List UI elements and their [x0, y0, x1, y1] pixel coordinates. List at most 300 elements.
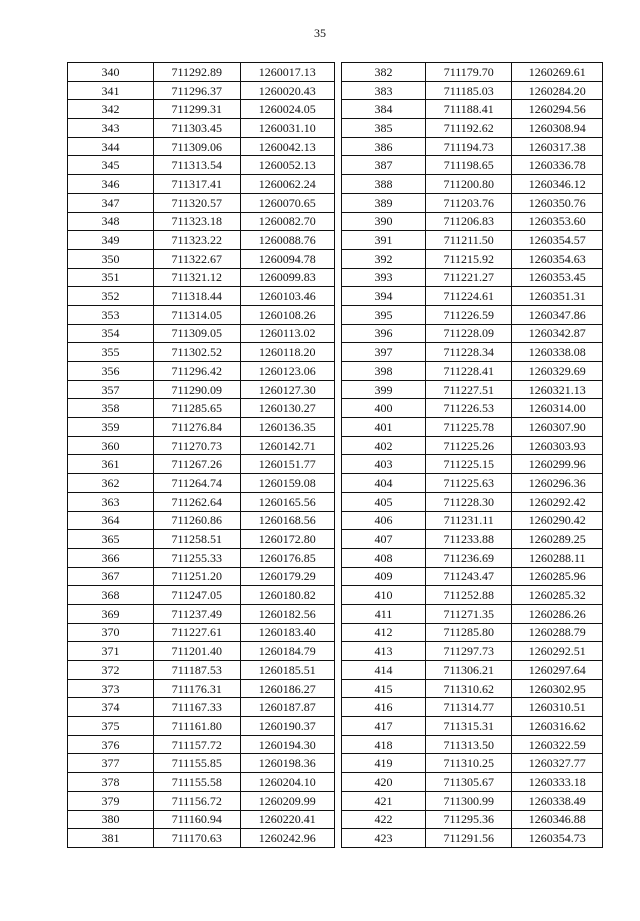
- y-coordinate-cell: 1260350.76: [512, 193, 603, 212]
- y-coordinate-cell: 1260289.25: [512, 530, 603, 549]
- point-number-cell: 392: [342, 249, 426, 268]
- y-coordinate-cell: 1260354.57: [512, 231, 603, 250]
- y-coordinate-cell: 1260198.36: [240, 754, 334, 773]
- table-row: [342, 567, 603, 586]
- table-row: [68, 642, 335, 661]
- y-coordinate-cell: 1260346.12: [512, 175, 603, 194]
- table-row: [342, 362, 603, 381]
- x-coordinate-cell: 711225.78: [426, 418, 512, 437]
- table-row: [68, 212, 335, 231]
- point-number-cell: 356: [68, 362, 154, 381]
- y-coordinate-cell: 1260185.51: [240, 661, 334, 680]
- x-coordinate-cell: 711185.03: [426, 81, 512, 100]
- x-coordinate-cell: 711313.50: [426, 735, 512, 754]
- point-number-cell: 370: [68, 623, 154, 642]
- x-coordinate-cell: 711295.36: [426, 810, 512, 829]
- table-row: [68, 305, 335, 324]
- table-row: [68, 249, 335, 268]
- y-coordinate-cell: 1260088.76: [240, 231, 334, 250]
- x-coordinate-cell: 711300.99: [426, 791, 512, 810]
- table-row: [342, 249, 603, 268]
- point-number-cell: 341: [68, 81, 154, 100]
- table-row: [342, 287, 603, 306]
- y-coordinate-cell: 1260307.90: [512, 418, 603, 437]
- point-number-cell: 368: [68, 586, 154, 605]
- y-coordinate-cell: 1260286.26: [512, 604, 603, 623]
- x-coordinate-cell: 711317.41: [154, 175, 240, 194]
- x-coordinate-cell: 711228.34: [426, 343, 512, 362]
- point-number-cell: 372: [68, 661, 154, 680]
- y-coordinate-cell: 1260316.62: [512, 717, 603, 736]
- point-number-cell: 400: [342, 399, 426, 418]
- point-number-cell: 413: [342, 642, 426, 661]
- table-row: [68, 511, 335, 530]
- point-number-cell: 388: [342, 175, 426, 194]
- y-coordinate-cell: 1260338.49: [512, 791, 603, 810]
- point-number-cell: 422: [342, 810, 426, 829]
- point-number-cell: 354: [68, 324, 154, 343]
- y-coordinate-cell: 1260342.87: [512, 324, 603, 343]
- x-coordinate-cell: 711296.42: [154, 362, 240, 381]
- x-coordinate-cell: 711310.25: [426, 754, 512, 773]
- table-row: [68, 530, 335, 549]
- x-coordinate-cell: 711260.86: [154, 511, 240, 530]
- x-coordinate-cell: 711323.18: [154, 212, 240, 231]
- x-coordinate-cell: 711156.72: [154, 791, 240, 810]
- y-coordinate-cell: 1260062.24: [240, 175, 334, 194]
- point-number-cell: 353: [68, 305, 154, 324]
- table-row: [68, 474, 335, 493]
- x-coordinate-cell: 711236.69: [426, 548, 512, 567]
- point-number-cell: 418: [342, 735, 426, 754]
- point-number-cell: 359: [68, 418, 154, 437]
- x-coordinate-cell: 711225.63: [426, 474, 512, 493]
- x-coordinate-cell: 711262.64: [154, 492, 240, 511]
- table-row: [68, 380, 335, 399]
- table-row: [68, 492, 335, 511]
- y-coordinate-cell: 1260338.08: [512, 343, 603, 362]
- point-number-cell: 380: [68, 810, 154, 829]
- y-coordinate-cell: 1260094.78: [240, 249, 334, 268]
- page-number: 35: [314, 26, 326, 40]
- x-coordinate-cell: 711291.56: [426, 829, 512, 848]
- y-coordinate-cell: 1260082.70: [240, 212, 334, 231]
- table-row: [342, 548, 603, 567]
- point-number-cell: 381: [68, 829, 154, 848]
- x-coordinate-cell: 711306.21: [426, 661, 512, 680]
- x-coordinate-cell: 711237.49: [154, 604, 240, 623]
- point-number-cell: 340: [68, 63, 154, 82]
- x-coordinate-cell: 711318.44: [154, 287, 240, 306]
- point-number-cell: 346: [68, 175, 154, 194]
- y-coordinate-cell: 1260242.96: [240, 829, 334, 848]
- y-coordinate-cell: 1260327.77: [512, 754, 603, 773]
- table-row: [342, 530, 603, 549]
- table-row: [342, 268, 603, 287]
- point-number-cell: 376: [68, 735, 154, 754]
- table-row: [342, 100, 603, 119]
- y-coordinate-cell: 1260204.10: [240, 773, 334, 792]
- y-coordinate-cell: 1260317.38: [512, 137, 603, 156]
- y-coordinate-cell: 1260024.05: [240, 100, 334, 119]
- y-coordinate-cell: 1260070.65: [240, 193, 334, 212]
- table-row: [342, 698, 603, 717]
- point-number-cell: 382: [342, 63, 426, 82]
- point-number-cell: 406: [342, 511, 426, 530]
- point-number-cell: 387: [342, 156, 426, 175]
- point-number-cell: 344: [68, 137, 154, 156]
- table-row: [68, 754, 335, 773]
- table-row: [342, 717, 603, 736]
- point-number-cell: 358: [68, 399, 154, 418]
- y-coordinate-cell: 1260182.56: [240, 604, 334, 623]
- y-coordinate-cell: 1260333.18: [512, 773, 603, 792]
- x-coordinate-cell: 711179.70: [426, 63, 512, 82]
- point-number-cell: 365: [68, 530, 154, 549]
- table-row: [342, 193, 603, 212]
- x-coordinate-cell: 711247.05: [154, 586, 240, 605]
- x-coordinate-cell: 711198.65: [426, 156, 512, 175]
- point-number-cell: 401: [342, 418, 426, 437]
- y-coordinate-cell: 1260017.13: [240, 63, 334, 82]
- x-coordinate-cell: 711157.72: [154, 735, 240, 754]
- table-row: [68, 810, 335, 829]
- y-coordinate-cell: 1260159.08: [240, 474, 334, 493]
- x-coordinate-cell: 711310.62: [426, 679, 512, 698]
- x-coordinate-cell: 711167.33: [154, 698, 240, 717]
- x-coordinate-cell: 711200.80: [426, 175, 512, 194]
- table-row: [342, 829, 603, 848]
- point-number-cell: 367: [68, 567, 154, 586]
- x-coordinate-cell: 711305.67: [426, 773, 512, 792]
- x-coordinate-cell: 711161.80: [154, 717, 240, 736]
- y-coordinate-cell: 1260142.71: [240, 436, 334, 455]
- y-coordinate-cell: 1260322.59: [512, 735, 603, 754]
- x-coordinate-cell: 711299.31: [154, 100, 240, 119]
- x-coordinate-cell: 711203.76: [426, 193, 512, 212]
- coordinates-table-right: [341, 62, 603, 848]
- y-coordinate-cell: 1260168.56: [240, 511, 334, 530]
- point-number-cell: 345: [68, 156, 154, 175]
- y-coordinate-cell: 1260292.42: [512, 492, 603, 511]
- table-row: [342, 212, 603, 231]
- table-row: [342, 754, 603, 773]
- x-coordinate-cell: 711192.62: [426, 119, 512, 138]
- point-number-cell: 360: [68, 436, 154, 455]
- table-row: [342, 137, 603, 156]
- x-coordinate-cell: 711297.73: [426, 642, 512, 661]
- point-number-cell: 403: [342, 455, 426, 474]
- x-coordinate-cell: 711321.12: [154, 268, 240, 287]
- y-coordinate-cell: 1260310.51: [512, 698, 603, 717]
- point-number-cell: 371: [68, 642, 154, 661]
- x-coordinate-cell: 711267.26: [154, 455, 240, 474]
- point-number-cell: 423: [342, 829, 426, 848]
- x-coordinate-cell: 711225.15: [426, 455, 512, 474]
- point-number-cell: 386: [342, 137, 426, 156]
- table-row: [68, 418, 335, 437]
- x-coordinate-cell: 711309.05: [154, 324, 240, 343]
- y-coordinate-cell: 1260314.00: [512, 399, 603, 418]
- y-coordinate-cell: 1260321.13: [512, 380, 603, 399]
- x-coordinate-cell: 711226.53: [426, 399, 512, 418]
- y-coordinate-cell: 1260130.27: [240, 399, 334, 418]
- y-coordinate-cell: 1260176.85: [240, 548, 334, 567]
- x-coordinate-cell: 711227.51: [426, 380, 512, 399]
- x-coordinate-cell: 711314.77: [426, 698, 512, 717]
- y-coordinate-cell: 1260209.99: [240, 791, 334, 810]
- x-coordinate-cell: 711225.26: [426, 436, 512, 455]
- point-number-cell: 383: [342, 81, 426, 100]
- x-coordinate-cell: 711271.35: [426, 604, 512, 623]
- point-number-cell: 363: [68, 492, 154, 511]
- point-number-cell: 421: [342, 791, 426, 810]
- x-coordinate-cell: 711264.74: [154, 474, 240, 493]
- point-number-cell: 352: [68, 287, 154, 306]
- table-row: [342, 474, 603, 493]
- table-row: [342, 156, 603, 175]
- x-coordinate-cell: 711285.65: [154, 399, 240, 418]
- x-coordinate-cell: 711320.57: [154, 193, 240, 212]
- table-row: [68, 735, 335, 754]
- y-coordinate-cell: 1260351.31: [512, 287, 603, 306]
- table-row: [342, 492, 603, 511]
- x-coordinate-cell: 711323.22: [154, 231, 240, 250]
- table-row: [68, 717, 335, 736]
- y-coordinate-cell: 1260180.82: [240, 586, 334, 605]
- y-coordinate-cell: 1260297.64: [512, 661, 603, 680]
- x-coordinate-cell: 711224.61: [426, 287, 512, 306]
- table-row: [68, 100, 335, 119]
- point-number-cell: 343: [68, 119, 154, 138]
- y-coordinate-cell: 1260103.46: [240, 287, 334, 306]
- x-coordinate-cell: 711231.11: [426, 511, 512, 530]
- point-number-cell: 348: [68, 212, 154, 231]
- table-row: [68, 698, 335, 717]
- y-coordinate-cell: 1260186.27: [240, 679, 334, 698]
- table-row: [68, 287, 335, 306]
- coordinates-table-left: [67, 62, 335, 848]
- table-row: [68, 829, 335, 848]
- x-coordinate-cell: 711170.63: [154, 829, 240, 848]
- table-row: [68, 661, 335, 680]
- table-row: [68, 175, 335, 194]
- point-number-cell: 396: [342, 324, 426, 343]
- table-row: [68, 455, 335, 474]
- table-row: [342, 119, 603, 138]
- x-coordinate-cell: 711290.09: [154, 380, 240, 399]
- table-row: [68, 81, 335, 100]
- x-coordinate-cell: 711302.52: [154, 343, 240, 362]
- x-coordinate-cell: 711201.40: [154, 642, 240, 661]
- y-coordinate-cell: 1260136.35: [240, 418, 334, 437]
- table-row: [68, 399, 335, 418]
- y-coordinate-cell: 1260099.83: [240, 268, 334, 287]
- table-row: [68, 586, 335, 605]
- x-coordinate-cell: 711255.33: [154, 548, 240, 567]
- point-number-cell: 347: [68, 193, 154, 212]
- y-coordinate-cell: 1260187.87: [240, 698, 334, 717]
- y-coordinate-cell: 1260347.86: [512, 305, 603, 324]
- table-row: [68, 567, 335, 586]
- point-number-cell: 369: [68, 604, 154, 623]
- y-coordinate-cell: 1260172.80: [240, 530, 334, 549]
- table-row: [68, 137, 335, 156]
- y-coordinate-cell: 1260220.41: [240, 810, 334, 829]
- table-row: [342, 661, 603, 680]
- y-coordinate-cell: 1260184.79: [240, 642, 334, 661]
- point-number-cell: 379: [68, 791, 154, 810]
- y-coordinate-cell: 1260302.95: [512, 679, 603, 698]
- table-row: [342, 418, 603, 437]
- point-number-cell: 414: [342, 661, 426, 680]
- point-number-cell: 364: [68, 511, 154, 530]
- point-number-cell: 378: [68, 773, 154, 792]
- table-row: [68, 231, 335, 250]
- table-row: [68, 119, 335, 138]
- point-number-cell: 355: [68, 343, 154, 362]
- x-coordinate-cell: 711285.80: [426, 623, 512, 642]
- point-number-cell: 351: [68, 268, 154, 287]
- y-coordinate-cell: 1260285.96: [512, 567, 603, 586]
- point-number-cell: 342: [68, 100, 154, 119]
- coordinates-tables: [67, 62, 603, 850]
- table-row: [342, 642, 603, 661]
- point-number-cell: 384: [342, 100, 426, 119]
- point-number-cell: 410: [342, 586, 426, 605]
- y-coordinate-cell: 1260294.56: [512, 100, 603, 119]
- point-number-cell: 357: [68, 380, 154, 399]
- table-row: [68, 343, 335, 362]
- table-row: [342, 679, 603, 698]
- point-number-cell: 377: [68, 754, 154, 773]
- point-number-cell: 375: [68, 717, 154, 736]
- table-row: [342, 586, 603, 605]
- table-row: [68, 156, 335, 175]
- table-row: [342, 324, 603, 343]
- point-number-cell: 397: [342, 343, 426, 362]
- y-coordinate-cell: 1260179.29: [240, 567, 334, 586]
- point-number-cell: 409: [342, 567, 426, 586]
- table-row: [342, 604, 603, 623]
- x-coordinate-cell: 711176.31: [154, 679, 240, 698]
- x-coordinate-cell: 711194.73: [426, 137, 512, 156]
- table-row: [68, 548, 335, 567]
- point-number-cell: 411: [342, 604, 426, 623]
- table-row: [342, 343, 603, 362]
- y-coordinate-cell: 1260308.94: [512, 119, 603, 138]
- x-coordinate-cell: 711313.54: [154, 156, 240, 175]
- y-coordinate-cell: 1260269.61: [512, 63, 603, 82]
- x-coordinate-cell: 711315.31: [426, 717, 512, 736]
- x-coordinate-cell: 711215.92: [426, 249, 512, 268]
- table-row: [68, 193, 335, 212]
- x-coordinate-cell: 711322.67: [154, 249, 240, 268]
- x-coordinate-cell: 711309.06: [154, 137, 240, 156]
- y-coordinate-cell: 1260031.10: [240, 119, 334, 138]
- point-number-cell: 412: [342, 623, 426, 642]
- point-number-cell: 417: [342, 717, 426, 736]
- table-row: [342, 399, 603, 418]
- table-row: [68, 679, 335, 698]
- x-coordinate-cell: 711228.30: [426, 492, 512, 511]
- table-row: [342, 791, 603, 810]
- x-coordinate-cell: 711226.59: [426, 305, 512, 324]
- y-coordinate-cell: 1260042.13: [240, 137, 334, 156]
- y-coordinate-cell: 1260290.42: [512, 511, 603, 530]
- x-coordinate-cell: 711270.73: [154, 436, 240, 455]
- table-row: [342, 436, 603, 455]
- y-coordinate-cell: 1260346.88: [512, 810, 603, 829]
- y-coordinate-cell: 1260118.20: [240, 343, 334, 362]
- point-number-cell: 366: [68, 548, 154, 567]
- point-number-cell: 361: [68, 455, 154, 474]
- point-number-cell: 399: [342, 380, 426, 399]
- table-body-right: [342, 63, 603, 848]
- table-row: [342, 231, 603, 250]
- point-number-cell: 373: [68, 679, 154, 698]
- point-number-cell: 385: [342, 119, 426, 138]
- point-number-cell: 398: [342, 362, 426, 381]
- table-row: [342, 735, 603, 754]
- x-coordinate-cell: 711206.83: [426, 212, 512, 231]
- y-coordinate-cell: 1260190.37: [240, 717, 334, 736]
- y-coordinate-cell: 1260303.93: [512, 436, 603, 455]
- point-number-cell: 415: [342, 679, 426, 698]
- table-row: [68, 268, 335, 287]
- y-coordinate-cell: 1260292.51: [512, 642, 603, 661]
- x-coordinate-cell: 711188.41: [426, 100, 512, 119]
- x-coordinate-cell: 711243.47: [426, 567, 512, 586]
- table-row: [342, 63, 603, 82]
- x-coordinate-cell: 711314.05: [154, 305, 240, 324]
- table-row: [342, 305, 603, 324]
- y-coordinate-cell: 1260127.30: [240, 380, 334, 399]
- x-coordinate-cell: 711258.51: [154, 530, 240, 549]
- y-coordinate-cell: 1260336.78: [512, 156, 603, 175]
- y-coordinate-cell: 1260353.60: [512, 212, 603, 231]
- x-coordinate-cell: 711292.89: [154, 63, 240, 82]
- point-number-cell: 395: [342, 305, 426, 324]
- x-coordinate-cell: 711276.84: [154, 418, 240, 437]
- y-coordinate-cell: 1260353.45: [512, 268, 603, 287]
- table-row: [342, 175, 603, 194]
- point-number-cell: 420: [342, 773, 426, 792]
- x-coordinate-cell: 711211.50: [426, 231, 512, 250]
- table-row: [68, 773, 335, 792]
- point-number-cell: 416: [342, 698, 426, 717]
- y-coordinate-cell: 1260299.96: [512, 455, 603, 474]
- x-coordinate-cell: 711187.53: [154, 661, 240, 680]
- x-coordinate-cell: 711155.85: [154, 754, 240, 773]
- x-coordinate-cell: 711228.41: [426, 362, 512, 381]
- table-row: [342, 380, 603, 399]
- y-coordinate-cell: 1260165.56: [240, 492, 334, 511]
- point-number-cell: 374: [68, 698, 154, 717]
- table-row: [68, 63, 335, 82]
- point-number-cell: 402: [342, 436, 426, 455]
- y-coordinate-cell: 1260285.32: [512, 586, 603, 605]
- y-coordinate-cell: 1260183.40: [240, 623, 334, 642]
- table-row: [68, 604, 335, 623]
- y-coordinate-cell: 1260052.13: [240, 156, 334, 175]
- table-row: [68, 324, 335, 343]
- x-coordinate-cell: 711221.27: [426, 268, 512, 287]
- point-number-cell: 350: [68, 249, 154, 268]
- y-coordinate-cell: 1260329.69: [512, 362, 603, 381]
- point-number-cell: 405: [342, 492, 426, 511]
- point-number-cell: 419: [342, 754, 426, 773]
